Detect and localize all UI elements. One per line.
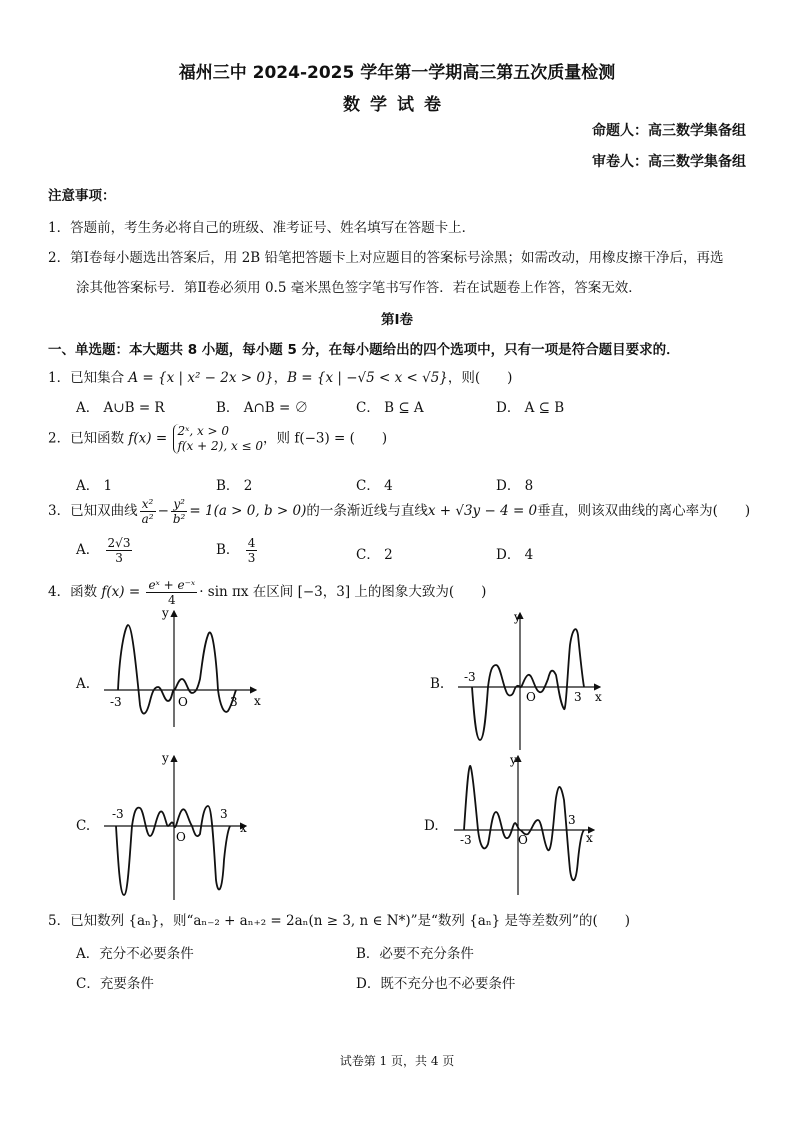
q4d-pos3: 3 <box>568 813 576 827</box>
q4d-x-label: x <box>586 831 593 845</box>
q2-fx: f(x) = <box>128 430 168 447</box>
q1-option-a[interactable]: A． A∪B = R <box>76 400 165 416</box>
q4-frac <box>146 578 197 607</box>
q4c-pos3: 3 <box>220 807 228 821</box>
q2-option-b[interactable]: B． 2 <box>216 478 253 494</box>
q1-set-a: A = {x | x² − 2x > 0} <box>128 370 274 386</box>
q1-option-c[interactable]: C． B ⊆ A <box>356 400 424 416</box>
q4b-origin: O <box>526 690 536 704</box>
q4-option-b-label[interactable]: B. <box>430 676 445 692</box>
q3-option-d[interactable]: D． 4 <box>496 547 534 563</box>
q4a-y-label: y <box>162 606 169 620</box>
q4-graph-d[interactable] <box>448 750 608 900</box>
note-2: 2．第Ⅰ卷每小题选出答案后，用 2B 铅笔把答题卡上对应题目的答案标号涂黑；如需改动，用橡皮擦干净后，再选 <box>48 250 724 266</box>
note-2-cont: 涂其他答案标号．第Ⅱ卷必须用 0.5 毫米黑色签字笔书写作答．若在试题卷上作答，答案无效． <box>76 280 642 296</box>
q4-fden: 4 <box>167 593 176 607</box>
q3-d1: a² <box>141 512 154 526</box>
question-3 <box>48 497 750 526</box>
volume-heading: 第Ⅰ卷 <box>380 312 414 328</box>
q4b-neg3: -3 <box>464 670 476 684</box>
q4-option-d-label[interactable]: D. <box>424 818 439 834</box>
q1-post: ，则( ) <box>447 370 513 386</box>
author-line: 命题人：高三数学集备组 <box>592 123 746 139</box>
q1-option-d[interactable]: D． A ⊆ B <box>496 400 565 416</box>
note-1: 1．答题前，考生务必将自己的班级、准考证号、姓名填写在答题卡上． <box>48 220 476 236</box>
q2-case-2: f(x + 2), x ≤ 0 <box>177 439 264 453</box>
q4d-y-label: y <box>510 753 517 767</box>
q4c-neg3: -3 <box>112 807 124 821</box>
q5-num: 5． <box>48 913 71 929</box>
question-2 <box>48 424 387 454</box>
q4a-x-label: x <box>254 694 261 708</box>
exam-subtitle: 数学试卷 <box>343 95 451 115</box>
q3-opt-a-den: 3 <box>115 551 123 565</box>
q4-pre: 函数 <box>70 584 98 600</box>
q5-option-d[interactable]: D．既不充分也不必要条件 <box>356 976 516 992</box>
q1-pre: 已知集合 <box>70 370 125 386</box>
q2-piecewise <box>173 424 263 454</box>
q3-opt-b-frac <box>246 536 258 565</box>
q4c-origin: O <box>176 830 186 844</box>
q3-opt-a-frac <box>106 536 133 565</box>
q3-post: 垂直，则该双曲线的离心率为( ) <box>537 503 751 519</box>
q3-option-a[interactable] <box>76 536 134 565</box>
q4-graph-c[interactable] <box>96 750 266 910</box>
q2-post: ，则 f(−3) = ( ) <box>263 430 388 447</box>
q4-option-c-label[interactable]: C. <box>76 818 91 834</box>
q3-d2: b² <box>172 512 186 526</box>
q4c-x-label: x <box>240 821 247 835</box>
q4-graph-b[interactable] <box>452 605 612 755</box>
q2-pre: 已知函数 <box>70 430 125 447</box>
q3-opt-a-num: 2√3 <box>107 536 131 550</box>
q5-text: 已知数列 {aₙ}，则“aₙ₋₂ + aₙ₊₂ = 2aₙ(n ≥ 3, n ∈ N*)”是“数列 {aₙ} 是等差数列”的( ) <box>70 913 630 929</box>
q3-option-c[interactable]: C． 2 <box>356 547 393 563</box>
q2-option-c[interactable]: C． 4 <box>356 478 393 494</box>
q3-option-b[interactable] <box>216 536 259 565</box>
q4-fx: f(x) = <box>101 584 141 600</box>
q2-option-a[interactable]: A． 1 <box>76 478 113 494</box>
q4b-y-label: y <box>514 610 521 624</box>
q3-frac-y <box>171 497 188 526</box>
q5-option-a[interactable]: A．充分不必要条件 <box>76 946 194 962</box>
q4-num: 4． <box>48 584 71 600</box>
section1-heading: 一、单选题：本大题共 8 小题，每小题 5 分，在每小题给出的四个选项中，只有一项是符合题目要求的． <box>48 342 680 358</box>
q4d-neg3: -3 <box>460 833 472 847</box>
q3-opt-a-label: A． <box>76 542 100 558</box>
page-footer: 试卷第 1 页，共 4 页 <box>339 1054 455 1068</box>
q4c-y-label: y <box>162 751 169 765</box>
question-4 <box>48 578 486 607</box>
q4d-origin: O <box>518 833 528 847</box>
q4a-origin: O <box>178 695 188 709</box>
q4-option-a-label[interactable]: A. <box>76 676 91 692</box>
q3-mid: 的一条渐近线与直线 <box>306 503 428 519</box>
q3-line: x + √3y − 4 = 0 <box>427 503 538 519</box>
q4-graph-a[interactable] <box>96 605 266 730</box>
q3-opt-b-num: 4 <box>247 536 256 550</box>
question-1 <box>48 366 512 386</box>
q3-pre: 已知双曲线 <box>70 503 138 519</box>
q4-fnum: eˣ + e⁻ˣ <box>148 578 196 592</box>
q3-n1: x² <box>140 497 156 512</box>
q3-frac-x <box>140 497 156 526</box>
question-5 <box>48 909 630 929</box>
q1-set-b: B = {x | −√5 < x < √5} <box>287 370 448 386</box>
q3-minus: − <box>157 503 169 519</box>
q1-option-b[interactable]: B． A∩B = ∅ <box>216 400 309 416</box>
q3-n2: y² <box>171 497 188 512</box>
q4b-x-label: x <box>595 690 602 704</box>
q4-rest: · sin πx 在区间 [−3，3] 上的图象大致为( ) <box>199 584 487 600</box>
q2-num: 2． <box>48 430 71 447</box>
q3-opt-b-den: 3 <box>247 551 256 565</box>
q4a-neg3: -3 <box>110 695 122 709</box>
q1-sep: ， <box>273 370 288 386</box>
q5-option-b[interactable]: B．必要不充分条件 <box>356 946 474 962</box>
q3-num: 3． <box>48 503 71 519</box>
q5-option-c[interactable]: C．充要条件 <box>76 976 154 992</box>
q1-num: 1． <box>48 370 71 386</box>
exam-title: 福州三中 2024-2025 学年第一学期高三第五次质量检测 <box>178 63 616 83</box>
reviewer-line: 审卷人：高三数学集备组 <box>592 154 746 170</box>
q4b-pos3: 3 <box>574 690 582 704</box>
q2-case-1: 2ˣ, x > 0 <box>177 424 230 438</box>
notes-heading: 注意事项： <box>48 188 116 204</box>
q2-option-d[interactable]: D． 8 <box>496 478 534 494</box>
q4a-pos3: 3 <box>230 695 238 709</box>
q3-eq: = 1(a > 0, b > 0) <box>189 503 307 519</box>
q3-opt-b-label: B． <box>216 542 240 558</box>
